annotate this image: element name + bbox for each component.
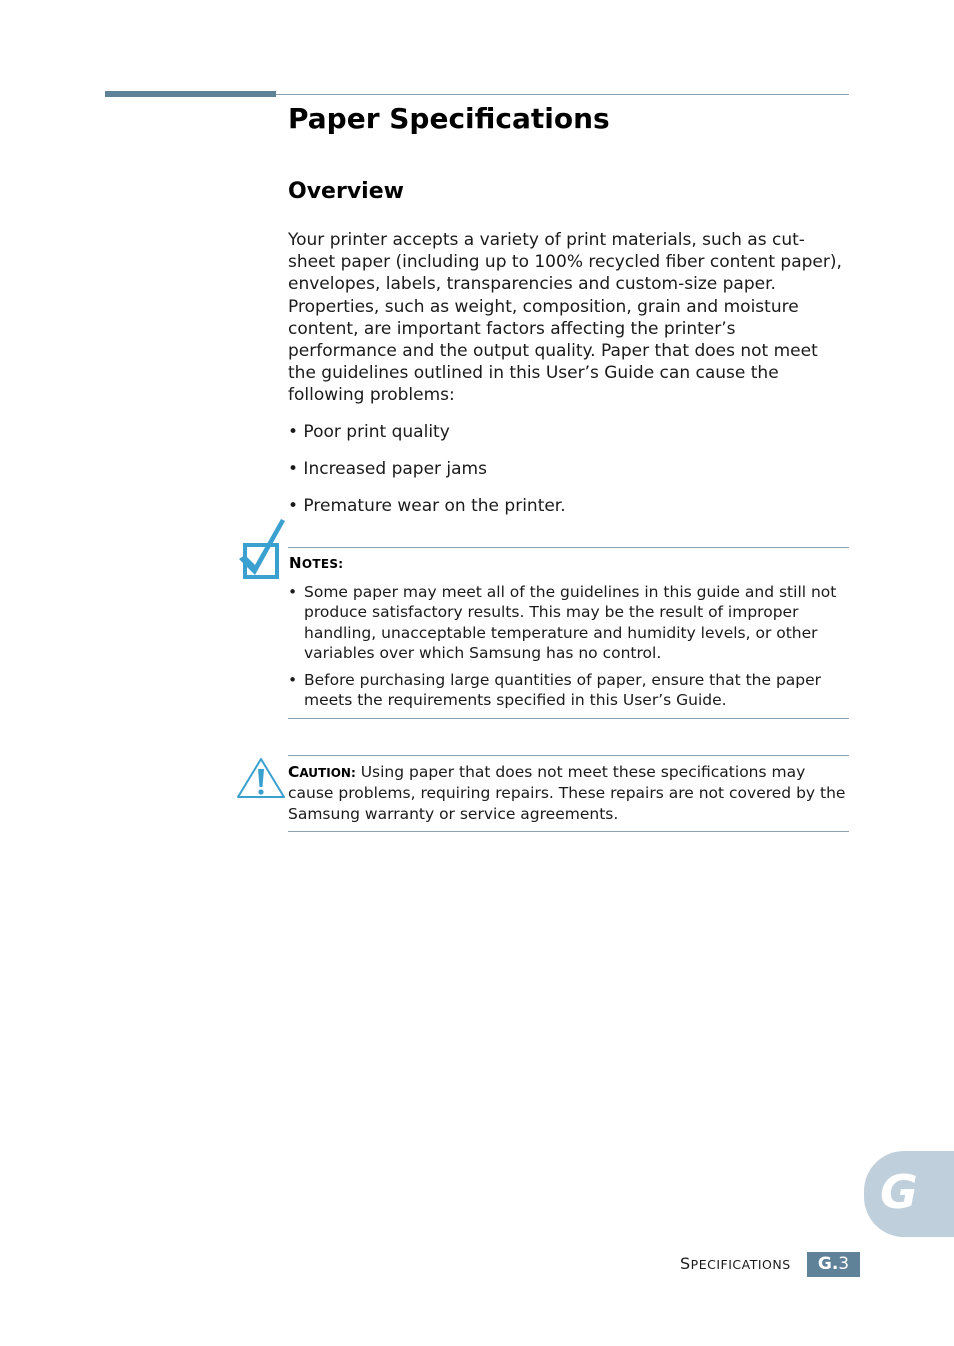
caution-label: CAUTION: — [288, 763, 356, 781]
problem-item: • Increased paper jams — [288, 459, 487, 479]
problem-item: • Premature wear on the printer. — [288, 496, 566, 516]
caution-text: Using paper that does not meet these specifications may cause problems, requiring repairs. These repairs are not covered by the Samsung warranty or service agreements. — [288, 763, 846, 823]
notes-top-rule — [288, 547, 849, 548]
bullet-dot: • — [288, 583, 298, 601]
footer-section-label: SPECIFICATIONS — [680, 1254, 791, 1273]
intro-paragraph: Your printer accepts a variety of print materials, such as cut-sheet paper (including up to 100% recycled fiber content paper), envelopes, labels, transparencies and custom-size paper. Properties, such as weight, composition, grain and moisture content, are important factors affecting the printer’s performance and the output quality. Paper that does not meet the guidelines outlined in this User’s Guide can cause the following problems: — [288, 230, 842, 406]
notes-heading: NOTES: — [289, 554, 344, 572]
note-text: Before purchasing large quantities of paper, ensure that the paper meets the requirements specified in this User’s Guide. — [304, 671, 822, 710]
bullet-dot: • — [288, 671, 298, 689]
header-rule — [276, 94, 849, 95]
page-title: Paper Specifications — [288, 102, 610, 135]
page-number-badge: G.3 — [807, 1252, 860, 1277]
checkmark-note-icon — [237, 519, 287, 581]
note-item — [288, 582, 849, 663]
problem-item: • Poor print quality — [288, 422, 450, 442]
header-bar-thick — [105, 91, 276, 97]
caution-top-rule — [288, 755, 849, 756]
notes-bottom-rule — [288, 718, 849, 719]
section-title: Overview — [288, 179, 404, 204]
warning-triangle-icon — [236, 757, 286, 799]
chapter-tab-letter: G — [880, 1165, 918, 1219]
note-item — [288, 670, 849, 711]
caution-bottom-rule — [288, 831, 849, 832]
caution-text-block — [288, 762, 849, 824]
note-text: Some paper may meet all of the guidelines in this guide and still not produce satisfactory results. This may be the result of improper handling, unacceptable temperature and humidity levels, or other variables over which Samsung has no control. — [304, 583, 837, 662]
